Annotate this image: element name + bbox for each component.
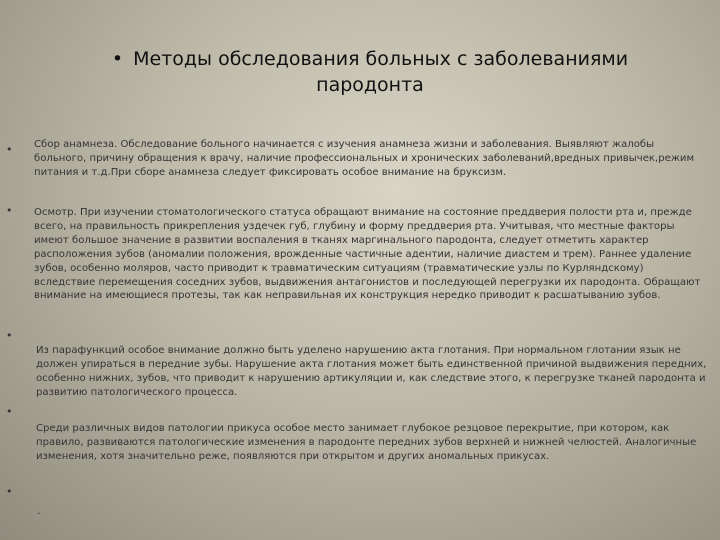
- paragraph-text: Среди различных видов патологии прикуса особое место занимает глубокое резцовое перекрытие, при котором, как правило, развиваются патологические изменения в пародонте передних зубов верхней и нижней челюстей. Аналогичные изменения, хотя значительно реже, появляются при открытом и других аномальных прикусах.: [36, 423, 697, 462]
- paragraph-parafunctions: [36, 344, 708, 400]
- paragraph-lead: Осмотр.: [34, 207, 77, 218]
- paragraph-text: При изучении стоматологического статуса обращают внимание на состояние преддверия полости рта и, прежде всего, на правильность прикрепления уздечек губ, глубину и форму преддверия рта. Учитывая, что местные факторы имеют большое значение в развитии воспаления в тканях маргинального пародонта, следует отметить характер расположения зубов (аномалии положения, врожденные частичные адентии, наличие диастем и трем). Раннее удаление зубов, особенно моляров, часто приводит к травматическим ситуациям (травматические узлы по Курляндскому) вследствие перемещения соседних зубов, выдвижения антагонистов и последующей перегрузки их пародонта. Обращают внимание на имеющиеся протезы, так как неправильная их конструкция нередко приводит к расшатыванию зубов.: [34, 207, 701, 302]
- bullet-marker: •: [6, 329, 13, 342]
- bullet-marker: •: [6, 143, 13, 156]
- paragraph-text: Обследование больного начинается с изучения анамнеза жизни и заболевания. Выявляют жалобы больного, причину обращения к врачу, наличие профессиональных и хронических заболеваний,вредных привычек,режим питания и т.д.При сборе анамнеза следует фиксировать особое внимание на бруксизм.: [34, 139, 695, 178]
- bullet-marker: •: [6, 405, 13, 418]
- trailing-dot: .: [37, 504, 41, 517]
- paragraph-lead: Сбор анамнеза.: [34, 139, 118, 150]
- paragraph-text: Из парафункций особое внимание должно быть уделено нарушению акта глотания. При нормальном глотании язык не должен упираться в передние зубы. Нарушение акта глотания может быть единственной причиной выдвижения передних, особенно нижних, зубов, что приводит к нарушению артикуляции и, как следствие этого, к перегрузке тканей пародонта и развитию патологического процесса.: [36, 345, 707, 398]
- paragraph-anamnesis: [34, 138, 706, 180]
- title-bullet: •: [111, 48, 124, 70]
- title-line-2: пародонта: [316, 74, 424, 96]
- bullet-marker: •: [6, 204, 13, 217]
- title-text-1: Методы обследования больных с заболеваниями: [133, 48, 629, 70]
- paragraph-bite-pathology: [36, 422, 708, 464]
- bullet-marker: •: [6, 485, 13, 498]
- paragraph-examination: [34, 206, 706, 303]
